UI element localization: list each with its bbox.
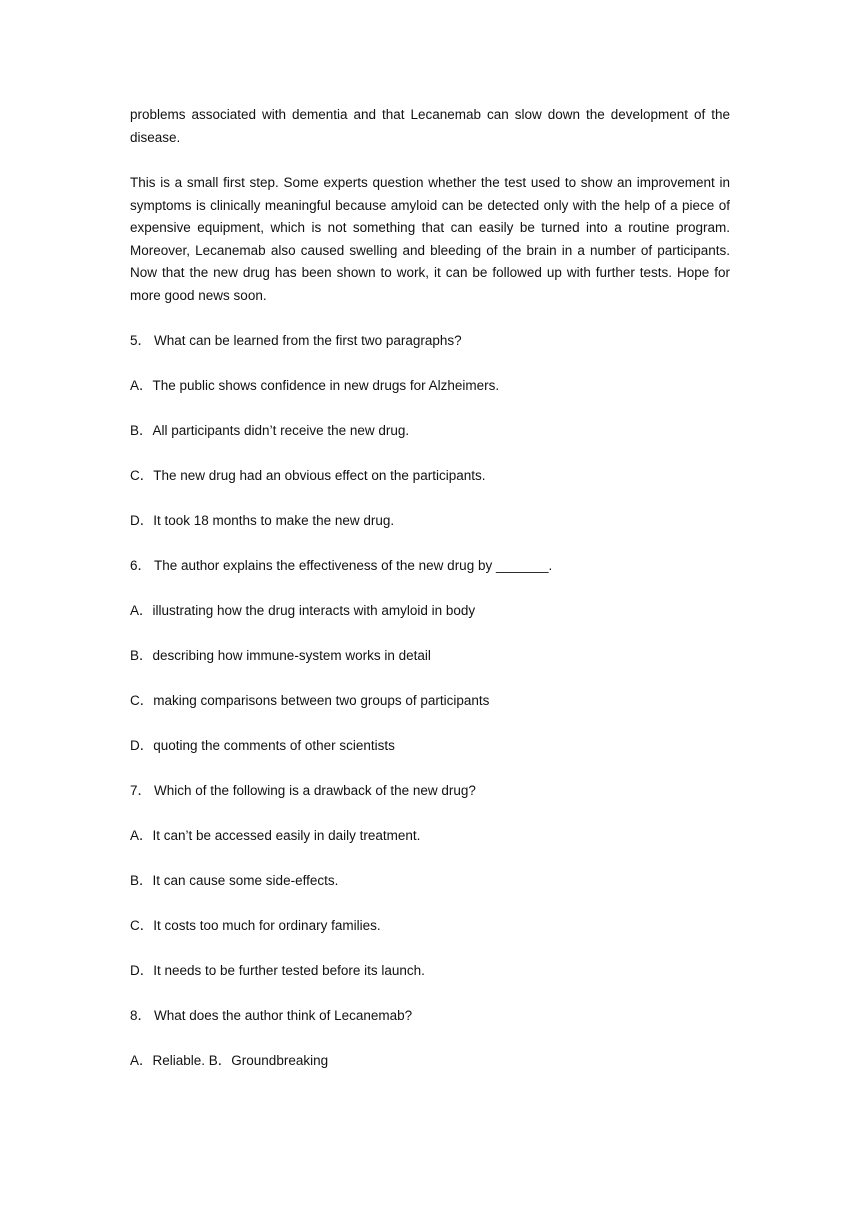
question-7-stem bbox=[130, 780, 730, 803]
question-text: What does the author think of Lecanemab? bbox=[154, 1008, 413, 1023]
question-7-option-d: D．It needs to be further tested before its launch. bbox=[130, 963, 425, 978]
question-number: 5． bbox=[130, 333, 152, 348]
question-number: 8． bbox=[130, 1008, 152, 1023]
question-number: 6． bbox=[130, 558, 152, 573]
question-5-stem bbox=[130, 330, 730, 353]
question-6-option-b: B．describing how immune-system works in detail bbox=[130, 648, 431, 663]
question-number: 7． bbox=[130, 783, 152, 798]
question-8-stem bbox=[130, 1005, 730, 1028]
passage-paragraph-1: problems associated with dementia and that Lecanemab can slow down the development of the disease. bbox=[130, 107, 730, 145]
question-7-option-c: C．It costs too much for ordinary families. bbox=[130, 918, 381, 933]
question-8-options-a-b: A．Reliable. B．Groundbreaking bbox=[130, 1053, 329, 1068]
question-5-option-c: C．The new drug had an obvious effect on the participants. bbox=[130, 468, 486, 483]
question-6-option-a: A．illustrating how the drug interacts with amyloid in body bbox=[130, 603, 476, 618]
question-7-option-b: B．It can cause some side-effects. bbox=[130, 873, 339, 888]
question-text: Which of the following is a drawback of the new drug? bbox=[154, 783, 476, 798]
question-text: The author explains the effectiveness of the new drug by _______. bbox=[154, 558, 553, 573]
passage-paragraph-2: This is a small first step. Some experts question whether the test used to show an improvement in symptoms is clinically meaningful because amyloid can be detected only with the help of a piece of expensive equipment, which is not something that can easily be turned into a routine program. Moreover, Lecanemab also caused swelling and bleeding of the brain in a number of participants. Now that the new drug has been shown to work, it can be followed up with further tests. Hope for more good news soon. bbox=[130, 175, 730, 303]
question-5-option-b: B．All participants didn’t receive the new drug. bbox=[130, 423, 410, 438]
question-5-option-a: A．The public shows confidence in new drugs for Alzheimers. bbox=[130, 378, 500, 393]
question-6-option-d: D．quoting the comments of other scientists bbox=[130, 738, 395, 753]
question-5-option-d: D．It took 18 months to make the new drug. bbox=[130, 513, 395, 528]
question-text: What can be learned from the first two paragraphs? bbox=[154, 333, 462, 348]
question-7-option-a: A．It can’t be accessed easily in daily treatment. bbox=[130, 828, 421, 843]
question-6-stem bbox=[130, 555, 730, 578]
question-6-option-c: C．making comparisons between two groups of participants bbox=[130, 693, 490, 708]
